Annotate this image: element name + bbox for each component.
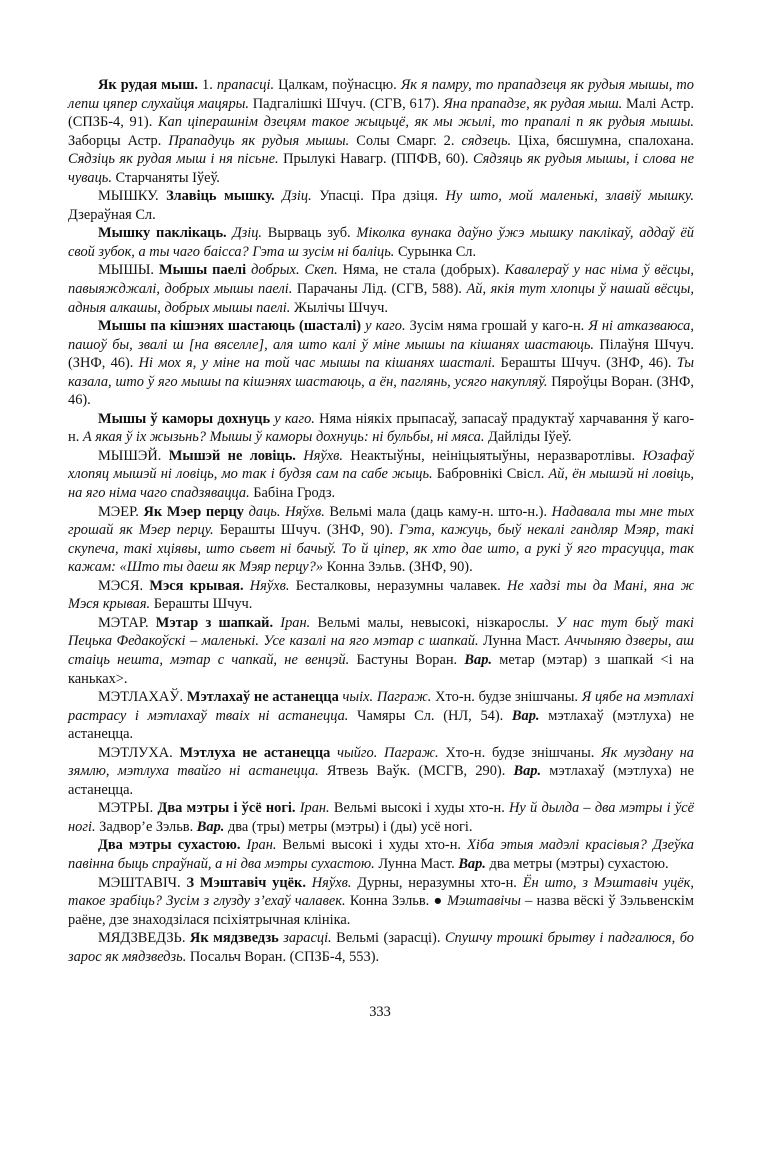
headphrase: З Мэштавіч уцёк. xyxy=(186,874,306,891)
italic-text: Як муздану на зямлю, мэтлуха твайго ні астанецца. xyxy=(68,744,695,780)
italic-text: у каго. xyxy=(365,318,406,335)
plain-text: Ятвезь Ваўк. (МСГВ, 290). xyxy=(318,763,514,780)
plain-text: Берашты Шчуч. (ЗНФ, 46). xyxy=(495,355,677,372)
plain-text: Чамяры Сл. (НЛ, 54). xyxy=(348,707,512,724)
plain-text: Вырваць зуб. xyxy=(262,225,357,242)
plain-text: Дурны, неразумны хто-н. xyxy=(351,874,523,891)
plain-text: Конна Зэльв. ● xyxy=(345,893,448,910)
headphrase: Мэтлуха не астанецца xyxy=(179,744,331,761)
italic-text: Мэштавічы xyxy=(447,893,521,910)
italic-text: чыйго. Паграж. xyxy=(337,744,439,761)
plain-text: Жылічы Шчуч. xyxy=(290,299,389,316)
plain-text: Задвор’е Зэльв. xyxy=(95,818,197,835)
plain-text: Посальч Воран. (СПЗБ-4, 553). xyxy=(186,948,380,965)
headphrase: Мышы паелі xyxy=(158,262,247,279)
plain-text: Дзераўная Сл. xyxy=(68,206,156,223)
italic-text: Я цябе на мэтлахі растрасу і мэтлахаў тваіх ні астанецца. xyxy=(68,689,694,724)
plain-text xyxy=(275,188,283,204)
plain-text: Пяроўцы Воран. (ЗНФ, 46). xyxy=(68,373,695,409)
italic-text: сядзець. xyxy=(461,132,512,149)
variant-label: Вар. xyxy=(511,707,540,724)
page-number: 333 xyxy=(369,1004,391,1020)
plain-text: МЭТЛУХА. xyxy=(98,744,180,761)
plain-text: Цалкам, поўнасцю. xyxy=(274,77,401,93)
headphrase: Мышку паклікаць. xyxy=(98,225,227,242)
plain-text: Лунна Маст. xyxy=(374,855,459,872)
italic-text: Я ні атказваюса, пашоў бы, звалі ш [на вяселле], аля што калі ў міне мышы па кішанях шастаюць. xyxy=(68,318,694,353)
italic-text: даць. Няўхв. xyxy=(248,503,325,520)
variant-label: Вар. xyxy=(464,651,493,668)
italic-text: чыіх. Паграж. xyxy=(342,689,432,706)
plain-text: Бесталковы, неразумны чалавек. xyxy=(289,577,507,594)
italic-text: А якая ў іх жызьнь? Мышы ў каморы дохнуць: ні бульбы, ні мяса. xyxy=(82,429,485,446)
italic-text: Ён што, з Мэштавіч уцёк, такое зрабіць? Зусім з глузду з’ехаў чалавек. xyxy=(68,874,694,910)
headphrase: Мэся крывая. xyxy=(149,577,244,594)
dictionary-entry xyxy=(68,410,694,447)
variant-label: Вар. xyxy=(196,818,225,835)
italic-text: Надавала ты мне тых грошай як Мэер перцу. xyxy=(68,503,694,539)
dictionary-entry xyxy=(68,744,694,800)
plain-text: Зусім няма грошай у каго-н. xyxy=(405,318,589,335)
dictionary-entry xyxy=(68,577,694,614)
italic-text: Сядзіць як рудая мыш і ня пісьне. xyxy=(68,151,279,168)
headphrase: Як рудая мыш. xyxy=(98,77,198,93)
plain-text: Заборцы Астр. xyxy=(68,132,169,149)
italic-text: Ай, якія тут хлопцы ў нашай вёсцы, адныя алкашы, добрых мышы паелі. xyxy=(68,281,694,316)
italic-text: у каго. xyxy=(274,410,315,427)
italic-text: Дзіц. xyxy=(232,225,263,242)
dictionary-entry xyxy=(68,874,694,930)
plain-text: МЭТРЫ. xyxy=(98,800,158,817)
plain-text: 1. xyxy=(197,77,217,93)
italic-text: Юзафаў хлопяц мышэй ні ловіць, мо так і будзя сам па сабе жыць. xyxy=(68,447,694,483)
italic-text: Спушчу трошкі брытву і падгалюся, бо зарос як мядзведзь. xyxy=(68,930,694,965)
headphrase: Мэтар з шапкай. xyxy=(155,614,274,631)
italic-text: зарасці. xyxy=(283,930,332,947)
italic-text: Прападуць як рудыя мышы. xyxy=(168,132,350,149)
plain-text: Прылукі Навагр. (ППФВ, 60). xyxy=(278,151,473,168)
variant-label: Вар. xyxy=(513,763,542,780)
plain-text: Бабровнікі Свісл. xyxy=(432,466,549,483)
plain-text: МЫШЫ. xyxy=(98,262,159,279)
plain-text: МЭШТАВІЧ. xyxy=(98,874,187,891)
italic-text: Ну што, мой маленькі, злавіў мышку. xyxy=(445,188,694,205)
plain-text: МЫШЭЙ. xyxy=(98,447,169,464)
dictionary-entry xyxy=(68,261,694,317)
plain-text: МЯДЗВЕДЗЬ. xyxy=(98,930,190,947)
headphrase: Мышы па кішэнях шастаюць (шасталі) xyxy=(98,318,361,335)
headphrase: Мэтлахаў не астанецца xyxy=(186,689,339,706)
headphrase: Два мэтры і ўсё ногі. xyxy=(157,800,296,817)
plain-text: Берашты Шчуч. (ЗНФ, 90). xyxy=(213,522,400,539)
plain-text: два метры (мэтры) сухастою. xyxy=(485,855,669,872)
dictionary-entry xyxy=(68,836,694,873)
headphrase: Злавіць мышку. xyxy=(166,188,275,205)
italic-text: Іран. xyxy=(299,800,330,817)
headphrase: Два мэтры сухастою. xyxy=(98,837,241,854)
italic-text: У нас тут быў такі Пецька Федакоўскі – маленькі. Усе казалі на яго мэтар с шапкай. xyxy=(68,614,694,650)
plain-text: Хто-н. будзе знішчаны. xyxy=(431,689,582,706)
plain-text: Вельмі высокі і худы хто-н. xyxy=(329,800,510,817)
italic-text: Няўхв. xyxy=(311,874,352,891)
plain-text: Бабіна Гродз. xyxy=(249,485,336,502)
italic-text: Хіба этыя мадэлі красівыя? Дзеўка павінна быць спраўнай, а ні два мэтры сухастою. xyxy=(68,837,694,872)
dictionary-text xyxy=(68,76,694,966)
italic-text: Ай, ён мышэй ні ловіць, на яго німа чаго спадзявацца. xyxy=(68,466,694,502)
plain-text: мэтлахаў (мэтлуха) не астанецца. xyxy=(68,707,694,743)
italic-text: Гэта, кажуць, быў некалі гандляр Мэяр, такі скупеча, такі хціявы, што сьвет ні бачыў. То й ціпер, як хто дае што, а рукі ў яго трасуцца, так кажам: «Што ты даеш як Мэяр перцу?» xyxy=(68,522,695,576)
italic-text: Кап ціперашнім дзецям такое жыцьцё, як мы жылі, то прапалі п як рудыя мышы. xyxy=(157,114,694,131)
dictionary-entry xyxy=(68,614,694,688)
plain-text: Бастуны Воран. xyxy=(349,651,465,668)
italic-text: Ні мох я, у міне на той час мышы па кішанях шасталі. xyxy=(138,355,496,372)
headphrase: Як мядзведзь xyxy=(189,930,279,947)
dictionary-entry xyxy=(68,503,694,577)
plain-text: Конна Зэльв. (ЗНФ, 90). xyxy=(323,559,473,576)
dictionary-entry xyxy=(68,688,694,744)
italic-text: Як я памру, то прападзеця як рудыя мышы, то лепш цяпер слухайця мацяры. xyxy=(68,77,694,112)
variant-label: Вар. xyxy=(458,855,486,872)
plain-text: МЭТАР. xyxy=(98,614,156,631)
italic-text: Іран. xyxy=(246,837,277,854)
plain-text: – назва вёскі ў Зэльвенскім раёне, дзе знаходзілася псіхіятрычная клініка. xyxy=(68,893,695,928)
plain-text: два (тры) метры (мэтры) і (ды) усё ногі. xyxy=(224,818,473,835)
italic-text: Няўхв. xyxy=(249,577,290,594)
plain-text: Неактыўны, неініцыятыўны, неразваротлівы. xyxy=(343,447,643,464)
plain-text: Ціха, бясшумна, спалохана. xyxy=(511,132,694,149)
plain-text: МЫШКУ. xyxy=(98,188,167,205)
italic-text: добрых. Скеп. xyxy=(251,262,338,279)
plain-text: Малі Астр. (СПЗБ-4, 91). xyxy=(68,95,694,131)
plain-text: Вельмі мала (даць каму-н. што-н.). xyxy=(324,503,552,520)
italic-text: Не хадзі ты да Мані, яна ж Мэся крывая. xyxy=(68,577,694,613)
plain-text: Солы Смарг. 2. xyxy=(349,132,462,149)
headphrase: Мышы ў каморы дохнуць xyxy=(98,410,271,427)
plain-text: Няма ніякіх прыпасаў, запасаў прадуктаў харчавання ў каго-н. xyxy=(68,410,694,446)
dictionary-entry xyxy=(68,76,694,187)
plain-text: МЭЕР. xyxy=(98,503,144,520)
plain-text: МЭТЛАХАЎ. xyxy=(98,689,187,706)
plain-text: Дайліды Іўеў. xyxy=(484,429,572,446)
plain-text: Берашты Шчуч. xyxy=(150,596,253,613)
plain-text: Парачаны Лід. (СГВ, 588). xyxy=(292,281,467,298)
italic-text: Сядзяць як рудыя мышы, і слова не чуваць. xyxy=(68,151,694,186)
dictionary-entry xyxy=(68,799,694,836)
plain-text: Падгалішкі Шчуч. (СГВ, 617). xyxy=(248,95,444,112)
italic-text: Міколка вунака даўно ўжэ мышку паклікаў, аддаў ёй свой зубок, а ты чаго баісса? Гэта ш зусім ні баліць. xyxy=(68,225,694,260)
dictionary-entry xyxy=(68,187,694,224)
plain-text: Упасці. Пра дзіця. xyxy=(311,188,446,205)
italic-text: Кавалераў у нас німа ў вёсцы, павыяжджалі, добрых мышы паелі. xyxy=(68,262,694,298)
headphrase: Як Мэер перцу xyxy=(143,503,244,520)
plain-text: Вельмі высокі і худы хто-н. xyxy=(276,837,468,854)
plain-text: МЭСЯ. xyxy=(98,577,150,594)
plain-text: Вельмі (зарасці). xyxy=(331,930,445,947)
italic-text: Ну й дылда – два мэтры і ўсё ногі. xyxy=(68,800,694,835)
italic-text: Аччыняю дзверы, аш стаіць нешта, мэтар с чапкай, не венцэй. xyxy=(68,633,695,668)
italic-text: Яна прападзе, як рудая мыш. xyxy=(443,95,623,112)
plain-text: Няма, не стала (добрых). xyxy=(337,262,505,279)
italic-text: Іран. xyxy=(280,614,311,631)
dictionary-entry xyxy=(68,447,694,503)
plain-text: Сурынка Сл. xyxy=(394,243,477,260)
plain-text: Хто-н. будзе знішчаны. xyxy=(438,744,602,761)
plain-text: Старчаняты Іўеў. xyxy=(111,169,220,186)
plain-text: метар (мэтар) з шапкай <і на каньках>. xyxy=(68,651,695,687)
dictionary-entry xyxy=(68,317,694,410)
dictionary-entry xyxy=(68,929,694,966)
italic-text: Няўхв. xyxy=(303,447,344,464)
italic-text: прапасці. xyxy=(216,77,275,93)
plain-text: мэтлахаў (мэтлуха) не астанецца. xyxy=(68,763,694,798)
italic-text: Ты казала, што ў яго мышы па кішэнях шастаюць, а ён, паглянь, усяго накупляў. xyxy=(68,355,695,390)
italic-text: Дзіц. xyxy=(282,188,312,205)
dictionary-entry xyxy=(68,224,694,261)
plain-text: Вельмі малы, невысокі, нізкарослы. xyxy=(310,614,556,631)
plain-text: Пілаўня Шчуч. (ЗНФ, 46). xyxy=(68,336,694,372)
plain-text: Лунна Маст. xyxy=(478,633,565,650)
headphrase: Мышэй не ловіць. xyxy=(168,447,296,464)
